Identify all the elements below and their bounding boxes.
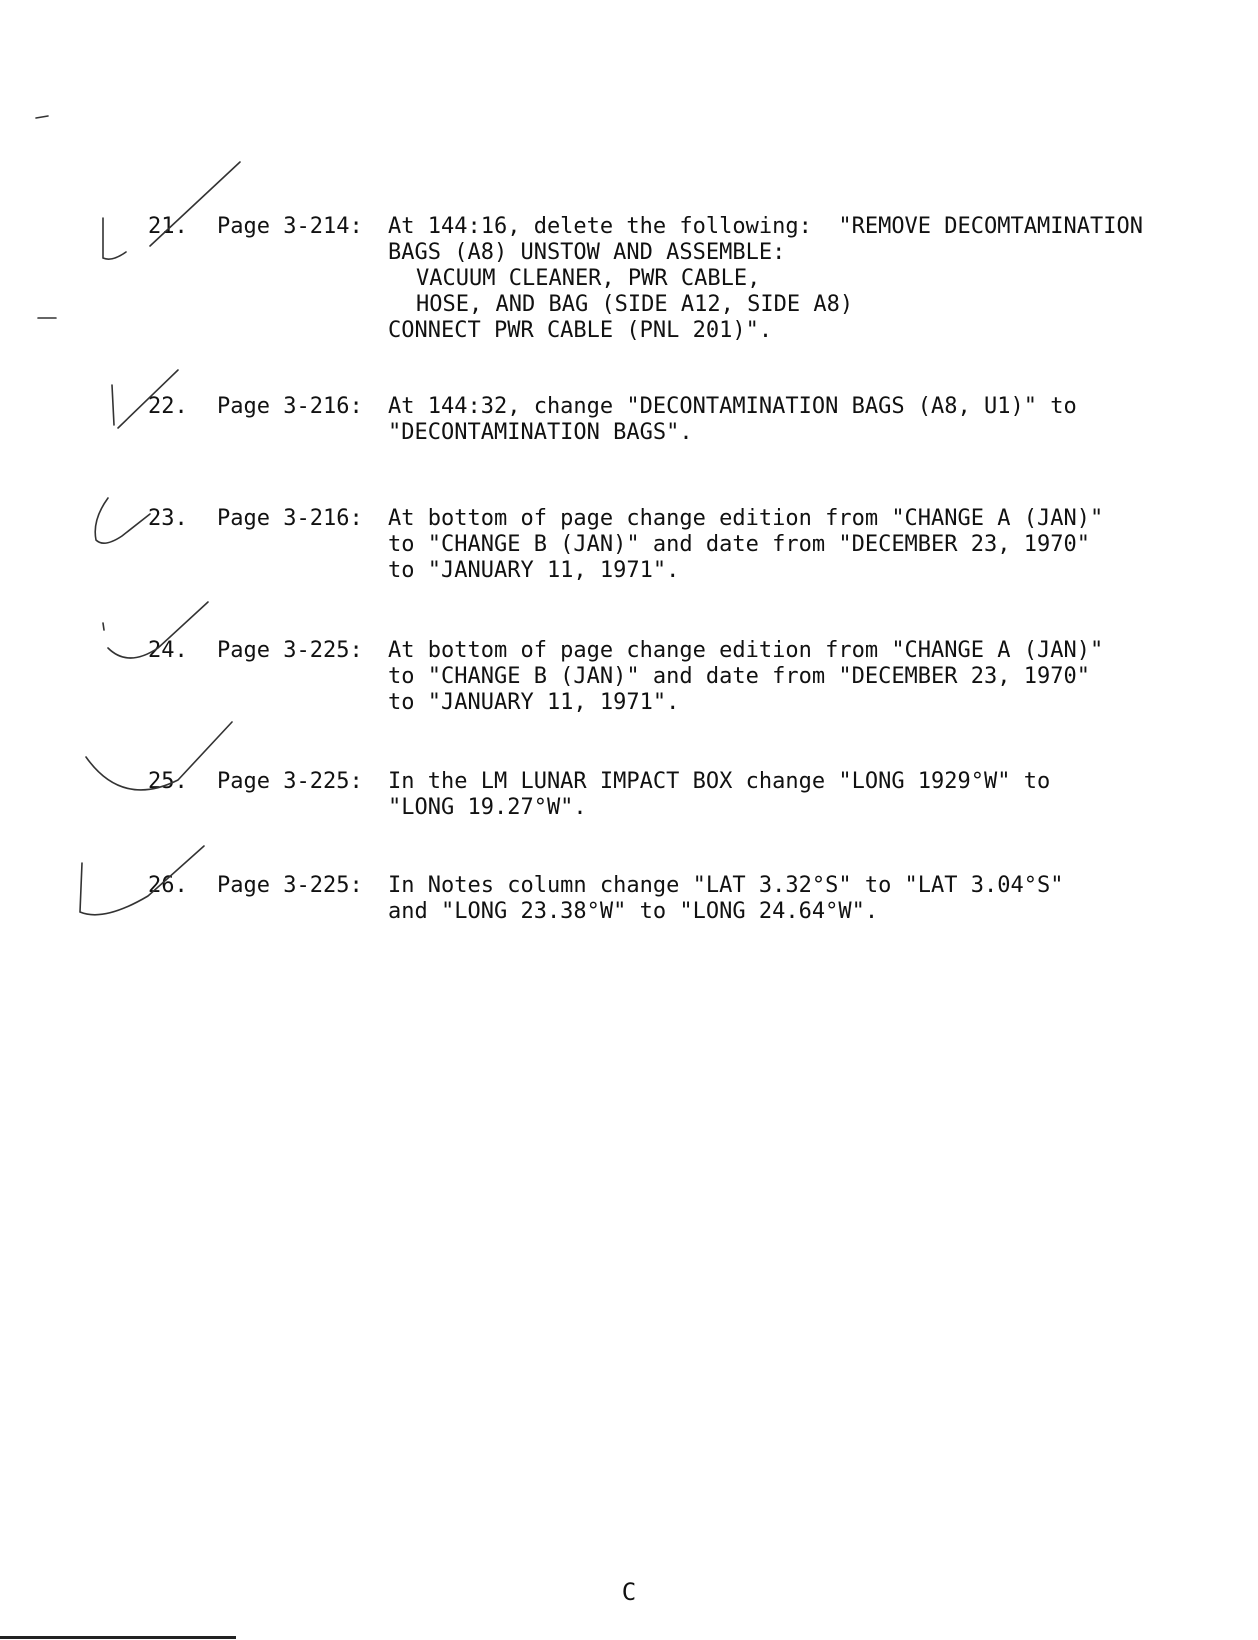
- item-page-reference: Page 3-225:: [217, 638, 363, 663]
- margin-stroke-icon: [36, 116, 48, 118]
- description-line: In the LM LUNAR IMPACT BOX change "LONG 1929°W" to: [388, 769, 1051, 794]
- item-description: [388, 769, 1168, 821]
- item-number: 21.: [148, 214, 188, 239]
- item-description: [388, 638, 1168, 716]
- description-line: to "CHANGE B (JAN)" and date from "DECEMBER 23, 1970": [388, 664, 1090, 689]
- description-line: CONNECT PWR CABLE (PNL 201)".: [388, 318, 773, 343]
- description-line: In Notes column change "LAT 3.32°S" to "LAT 3.04°S": [388, 873, 1064, 898]
- item-page-reference: Page 3-216:: [217, 506, 363, 531]
- item-number: 26.: [148, 873, 188, 898]
- description-line: to "JANUARY 11, 1971".: [388, 690, 680, 715]
- description-line: to "JANUARY 11, 1971".: [388, 558, 680, 583]
- item-number: 25.: [148, 769, 188, 794]
- item-description: [388, 506, 1168, 584]
- description-line: "DECONTAMINATION BAGS".: [388, 420, 693, 445]
- item-page-reference: Page 3-214:: [217, 214, 363, 239]
- description-line: BAGS (A8) UNSTOW AND ASSEMBLE:: [388, 240, 786, 265]
- item-page-reference: Page 3-216:: [217, 394, 363, 419]
- description-line: At 144:16, delete the following: "REMOVE DECOMTAMINATION: [388, 214, 1143, 239]
- description-line: VACUUM CLEANER, PWR CABLE,: [416, 266, 761, 291]
- description-line: HOSE, AND BAG (SIDE A12, SIDE A8): [416, 292, 854, 317]
- bottom-rule-divider: [0, 1636, 236, 1639]
- item-description: [388, 873, 1168, 925]
- check-mark-21-icon: [103, 162, 240, 259]
- item-number: 24.: [148, 638, 188, 663]
- item-description: [388, 394, 1168, 446]
- page-footer-mark: C: [621, 1578, 637, 1606]
- check-mark-23-icon: [95, 498, 150, 543]
- item-page-reference: Page 3-225:: [217, 769, 363, 794]
- item-number: 22.: [148, 394, 188, 419]
- description-line: At 144:32, change "DECONTAMINATION BAGS (A8, U1)" to: [388, 394, 1077, 419]
- description-line: to "CHANGE B (JAN)" and date from "DECEMBER 23, 1970": [388, 532, 1090, 557]
- item-page-reference: Page 3-225:: [217, 873, 363, 898]
- description-line: At bottom of page change edition from "CHANGE A (JAN)": [388, 506, 1104, 531]
- description-line: and "LONG 23.38°W" to "LONG 24.64°W".: [388, 899, 879, 924]
- description-line: At bottom of page change edition from "CHANGE A (JAN)": [388, 638, 1104, 663]
- item-description: [388, 214, 1168, 344]
- description-line: "LONG 19.27°W".: [388, 795, 587, 820]
- item-number: 23.: [148, 506, 188, 531]
